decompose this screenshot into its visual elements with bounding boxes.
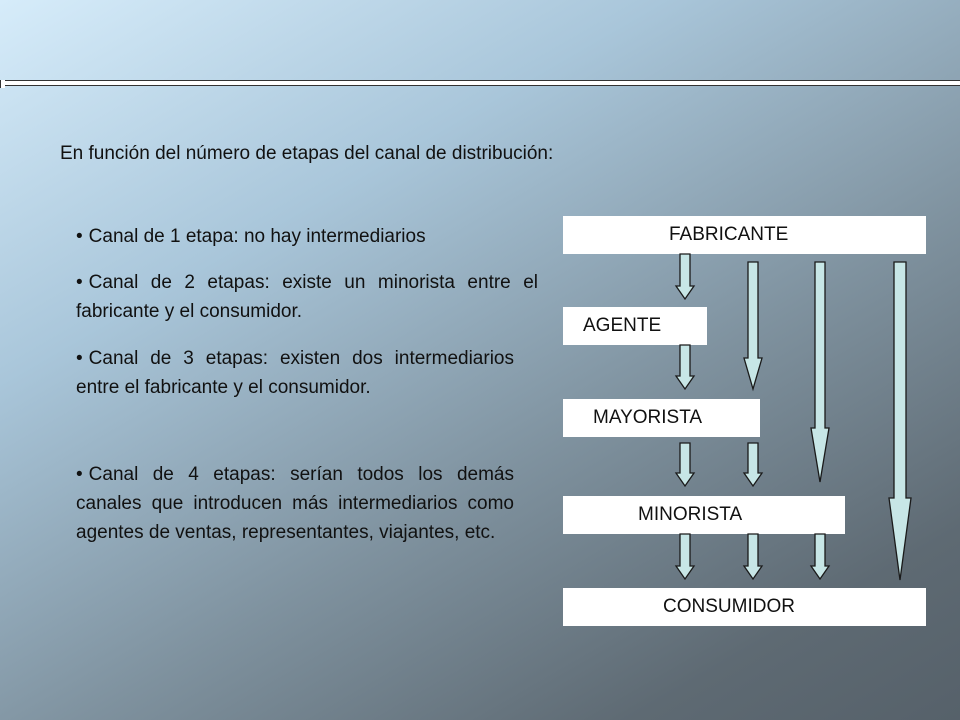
arrow-mayorista-minorista-col1 [676, 443, 694, 486]
arrow-minorista-consumidor-col2 [744, 534, 762, 579]
node-mayorista: MAYORISTA [563, 399, 760, 437]
bullet-dot: • [76, 464, 83, 485]
arrow-minorista-consumidor-col3 [811, 534, 829, 579]
bullet-text: Canal de 3 etapas: existen dos intermediarios entre el fabricante y el consumidor. [76, 348, 514, 398]
arrow-fabricante-mayorista [744, 262, 762, 389]
bullet-dot: • [76, 272, 83, 293]
slide-title: En función del número de etapas del canal de distribución: [60, 143, 554, 164]
arrow-agente-mayorista [676, 345, 694, 389]
arrow-fabricante-minorista [811, 262, 829, 482]
bullet-text: Canal de 4 etapas: serían todos los demás canales que introducen más intermediarios como agentes de ventas, representantes, viajantes, etc. [76, 464, 514, 543]
arrow-fabricante-consumidor [889, 262, 911, 580]
bullet-text: Canal de 2 etapas: existe un minorista entre el fabricante y el consumidor. [76, 272, 538, 322]
arrow-fabricante-agente [676, 254, 694, 299]
arrow-mayorista-minorista-col2 [744, 443, 762, 486]
node-minorista: MINORISTA [563, 496, 845, 534]
bullet-text: Canal de 1 etapa: no hay intermediarios [88, 226, 426, 247]
node-agente: AGENTE [563, 307, 707, 345]
node-consumidor: CONSUMIDOR [563, 588, 926, 626]
arrow-minorista-consumidor-col1 [676, 534, 694, 579]
node-fabricante: FABRICANTE [563, 216, 926, 254]
bullet-dot: • [76, 226, 83, 247]
bullet-dot: • [76, 348, 83, 369]
